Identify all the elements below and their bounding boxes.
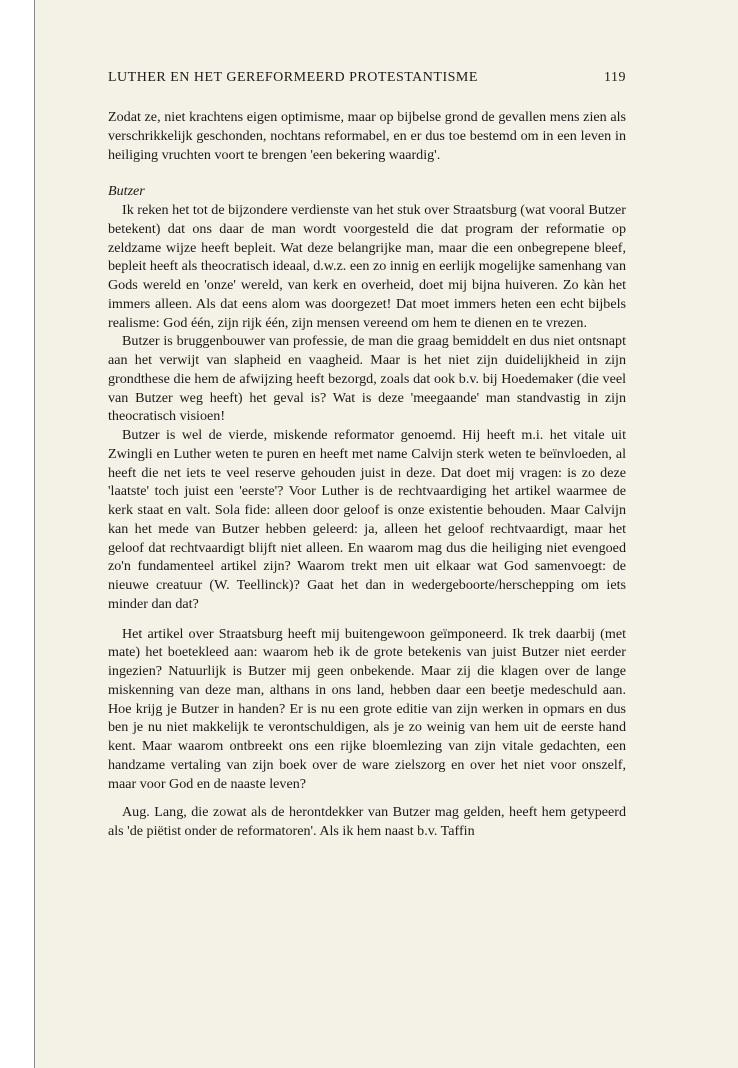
section-heading: Butzer: [108, 183, 145, 200]
paragraph: Butzer is wel de vierde, miskende reformator genoemd. Hij heeft m.i. het vitale uit Zwingli en Luther weten te puren en heeft met name Calvijn sterk weten te beïnvloeden, al heeft die net iets te veel reserve gehouden juist in deze. Dat doet mij vragen: is zo deze 'laatste' toch juist een 'eerste'? Voor Luther is de rechtvaardiging het artikel waarmee de kerk staat en valt. Sola fide: alleen door geloof is onze existentie behouden. Maar Calvijn kan het mede van Butzer hebben geleerd: ja, alleen het geloof rechtvaardigt, maar het geloof dat rechtvaardigt blijft niet alleen. En waarom mag dus die heiliging niet evengoed zo'n fundamenteel artikel zijn? Waarom trekt men uit elkaar wat God samenvoegt: de nieuwe creatuur (W. Teellinck)? Gaat het dan in wedergeboorte/herschepping om iets minder dan dat?: [108, 427, 626, 612]
scan-margin: [0, 0, 34, 1068]
body-text: [108, 108, 626, 841]
paragraph: Het artikel over Straatsburg heeft mij buitengewoon geïmponeerd. Ik trek daarbij (met mate) het boetekleed aan: waarom heb ik de grote betekenis van juist Butzer niet eerder ingezien? Natuurlijk is Butzer mij geen onbekende. Maar zij die klagen over de lange miskenning van deze man, althans in ons land, hebben daar een beetje medeschuld aan. Hoe krijg je Butzer in handen? Er is nu een grote editie van zijn werken in opmars en dus ben je nu niet makkelijk te verontschuldigen, als je zo weinig van hem uit de eerste hand kent. Maar waarom ontbreekt ons een rijke bloemlezing van zijn vitale gedachten, een handzame vertaling van zijn boek over de ware zielszorg en over het niet voor onszelf, maar voor God en de naaste leven?: [108, 625, 626, 792]
running-title: LUTHER EN HET GEREFORMEERD PROTESTANTISME: [108, 70, 478, 85]
paragraph: Aug. Lang, die zowat als de herontdekker van Butzer mag gelden, heeft hem getypeerd als 'de piëtist onder de reformatoren'. Als ik hem naast b.v. Taffin: [108, 804, 626, 839]
paragraph: Zodat ze, niet krachtens eigen optimisme, maar op bijbelse grond de gevallen mens zien als verschrikkelijk geschonden, nochtans reformabel, en er dus toe bestemd om in een leven in heiliging vruchten voort te brengen 'een bekering waardig'.: [108, 109, 626, 163]
paragraph: Ik reken het tot de bijzondere verdienste van het stuk over Straatsburg (wat vooral Butzer betekent) dat ons daar de man wordt voorgesteld die dat program der reformatie op zeldzame wijze heeft bepleit. Wat deze belangrijke man, maar die een onbegrepene bleef, bepleit heeft als theocratisch ideaal, d.w.z. een zo innig en eerlijk mogelijke samenhang van Gods wereld en 'onze' wereld, van kerk en overheid, doet mij bijna huiveren. Zo kàn het immers alleen. Als dat eens alom was doorgezet! Dat moet immers heten een echt bijbels realisme: God één, zijn rijk één, zijn mensen vereend om hem te dienen en te vrezen.: [108, 202, 626, 331]
page-number: 119: [604, 70, 626, 85]
paragraph: Butzer is bruggenbouwer van professie, de man die graag bemiddelt en dus niet ontsnapt aan het verwijt van slapheid en vaagheid. Maar is het niet zijn duidelijkheid in zijn grondthese die hem de afwijzing heeft bezorgd, zoals dat ook b.v. bij Hoedemaker (die veel van Butzer weg heeft) het geval is? Wat is deze 'meegaande' man standvastig in zijn theocratisch visioen!: [108, 333, 626, 425]
